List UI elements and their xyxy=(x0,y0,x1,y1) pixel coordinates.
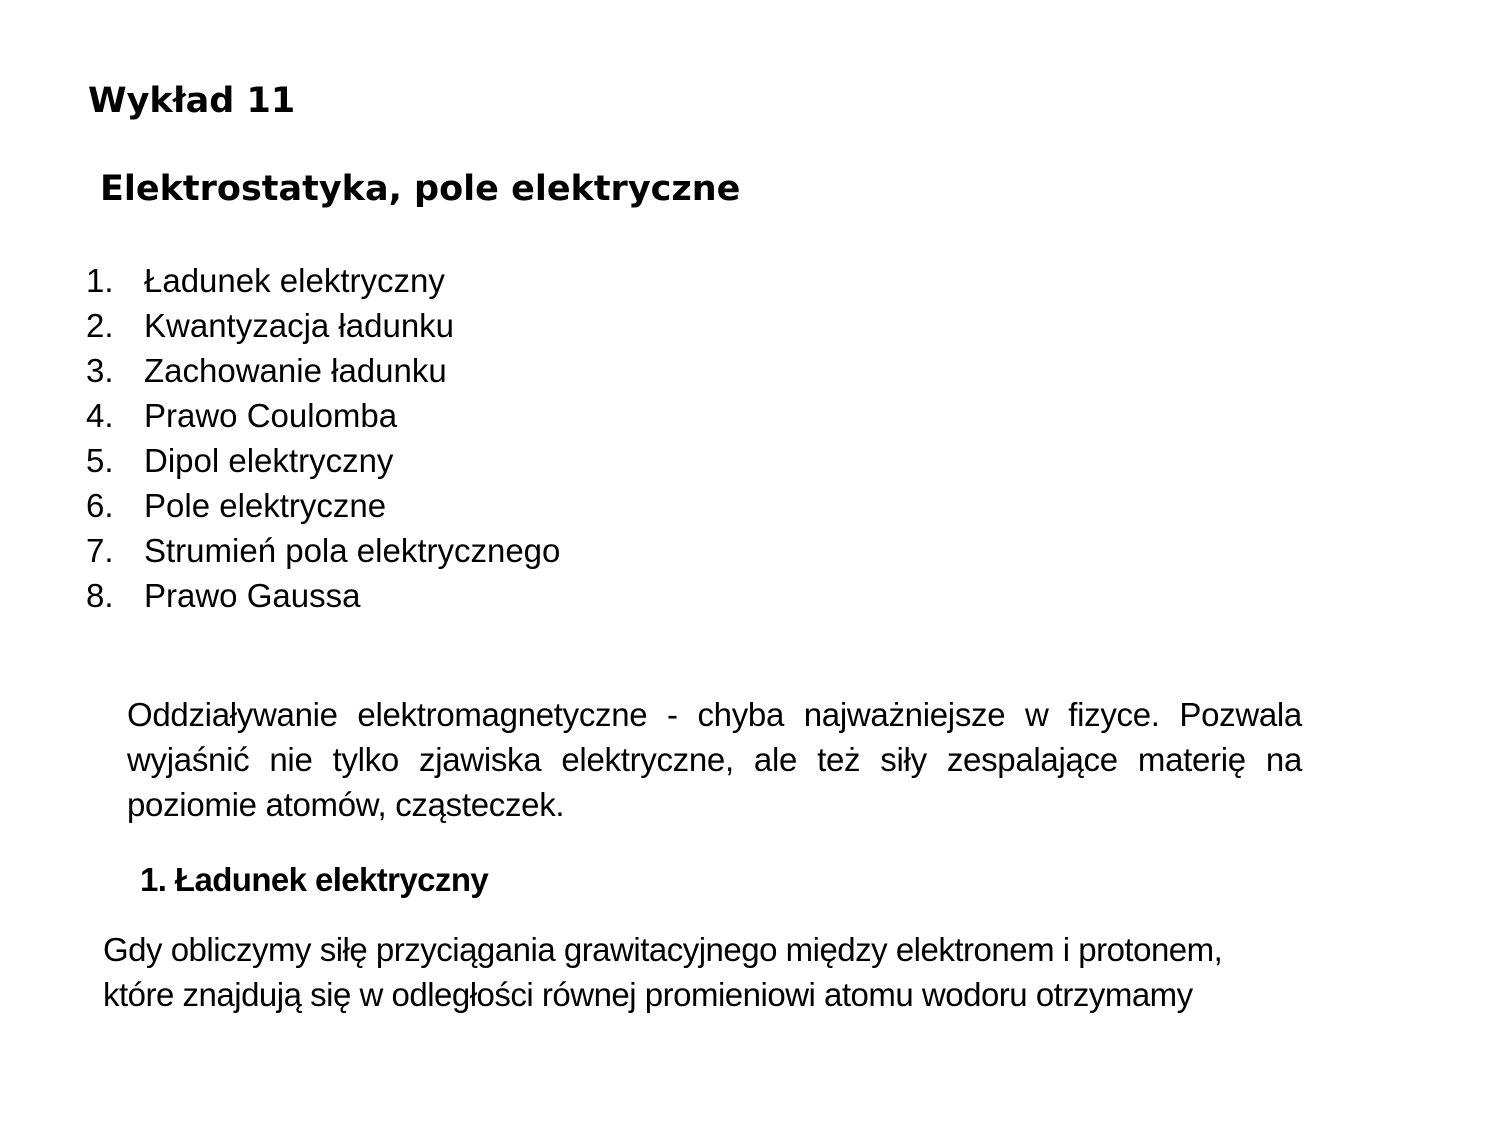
toc-item-label: Dipol elektryczny xyxy=(144,442,394,479)
toc-item-label: Zachowanie ładunku xyxy=(144,352,447,389)
toc-item xyxy=(86,258,560,303)
lecture-subtitle: Elektrostatyka, pole elektryczne xyxy=(100,169,741,209)
toc-item xyxy=(86,573,560,618)
toc-item-label: Prawo Gaussa xyxy=(144,577,361,614)
toc-item-number: 5. xyxy=(86,442,114,479)
toc-item-label: Strumień pola elektrycznego xyxy=(144,532,561,569)
section-heading: 1. Ładunek elektryczny xyxy=(140,861,489,898)
toc-item-number: 1. xyxy=(86,262,114,299)
table-of-contents xyxy=(86,258,560,618)
toc-item-label: Prawo Coulomba xyxy=(144,397,398,434)
toc-item-number: 4. xyxy=(86,397,114,434)
paragraph-line: Gdy obliczymy siłę przyciągania grawitacyjnego między elektronem i protonem, xyxy=(103,931,1223,968)
toc-item xyxy=(86,348,560,393)
toc-item xyxy=(86,438,560,483)
toc-item xyxy=(86,303,560,348)
toc-item-label: Ładunek elektryczny xyxy=(144,262,445,299)
toc-item-number: 3. xyxy=(86,352,114,389)
toc-item-number: 2. xyxy=(86,307,114,344)
toc-item xyxy=(86,393,560,438)
intro-paragraph: Oddziaływanie elektromagnetyczne - chyba najważniejsze w fizyce. Pozwala wyjaśnić nie tylko zjawiska elektryczne, ale też siły zespalające materię na poziomie atomów, cząsteczek. xyxy=(127,696,1302,823)
toc-item xyxy=(86,528,560,573)
toc-item-number: 6. xyxy=(86,487,114,524)
toc-item-label: Kwantyzacja ładunku xyxy=(144,307,455,344)
toc-item-number: 7. xyxy=(86,532,114,569)
toc-item-number: 8. xyxy=(86,577,114,614)
body-paragraph xyxy=(103,927,1222,1017)
toc-item xyxy=(86,483,560,528)
paragraph-line: które znajdują się w odległości równej promieniowi atomu wodoru otrzymamy xyxy=(103,976,1193,1013)
lecture-title: Wykład 11 xyxy=(88,81,296,121)
toc-item-label: Pole elektryczne xyxy=(144,487,387,524)
